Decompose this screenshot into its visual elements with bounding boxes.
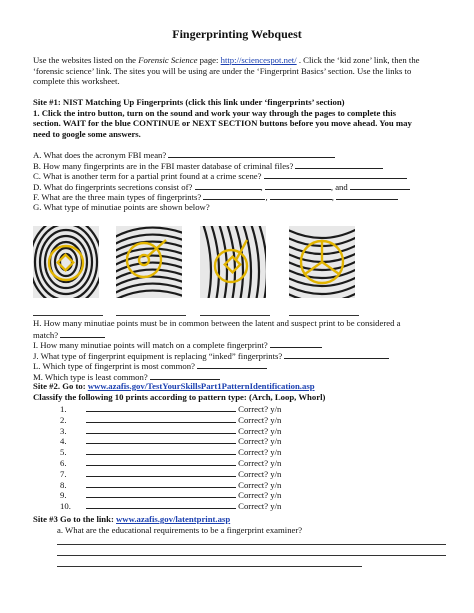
- site2-label: Site #2. Go to:: [33, 381, 88, 391]
- row-number: 4.: [60, 436, 67, 447]
- answer-blank[interactable]: [270, 191, 332, 200]
- question-text: I. How many minutiae points will match on a complete fingerprint?: [33, 340, 268, 350]
- correct-prompt: Correct? y/n: [238, 414, 282, 425]
- azafis-latentprint-link[interactable]: www.azafis.gov/latentprint.asp: [116, 514, 231, 524]
- azafis-pattern-link[interactable]: www.azafis.gov/TestYourSkillsPart1PatternIdentification.asp: [87, 381, 315, 391]
- site2-instructions: Classify the following 10 prints according to pattern type: (Arch, Loop, Whorl): [33, 391, 326, 402]
- site1-heading: Site #1: NIST Matching Up Fingerprints (click this link under ‘fingerprints’ section): [33, 97, 345, 107]
- row-number: 6.: [60, 458, 67, 468]
- site3-label: Site #3 Go to the link:: [33, 514, 117, 524]
- pattern-answer-blank[interactable]: [86, 479, 236, 488]
- site1-instruction-2: section. WAIT for the blue CONTINUE or NEXT SECTION buttons before you move ahead. You may: [33, 118, 412, 128]
- classification-row: [60, 489, 281, 500]
- row-number: 3.: [60, 425, 67, 436]
- answer-blank[interactable]: [168, 149, 335, 158]
- fingerprint-image-4: [289, 226, 355, 298]
- pattern-answer-blank[interactable]: [86, 500, 236, 509]
- answer-line[interactable]: [57, 555, 446, 556]
- separator: ,: [260, 181, 263, 192]
- classification-row: [60, 479, 281, 490]
- intro-italic: Forensic Science: [138, 55, 198, 65]
- question-text: A. What does the acronym FBI mean?: [33, 150, 167, 160]
- pattern-answer-blank[interactable]: [86, 425, 236, 434]
- intro-text: . Click the ‘kid zone’ link, then the: [296, 55, 420, 65]
- separator: , and: [330, 181, 348, 192]
- classification-row: [60, 414, 281, 425]
- answer-blank[interactable]: [336, 191, 398, 200]
- fingerprint-image-2: [116, 226, 182, 298]
- intro-line-2: ‘forensic science’ link. The sites you will be using are under the ‘Fingerprint Basics’ section. Use the links to: [33, 65, 412, 76]
- correct-prompt: Correct? y/n: [238, 479, 282, 490]
- correct-prompt: Correct? y/n: [238, 404, 282, 414]
- question-text: B. How many fingerprints are in the FBI master database of criminal files?: [33, 160, 294, 171]
- question-h: H. How many minutiae points must be in common between the latent and suspect print to be considered a: [33, 318, 401, 328]
- classification-row: [60, 457, 281, 468]
- correct-prompt: Correct? y/n: [238, 425, 282, 436]
- row-number: 2.: [60, 414, 67, 425]
- image-4-answer-line[interactable]: [289, 315, 359, 316]
- question-text: D. What do fingerprints secretions consist of?: [33, 181, 193, 192]
- intro-line-3: complete this worksheet.: [33, 76, 120, 86]
- answer-line[interactable]: [57, 566, 362, 567]
- row-number: 9.: [60, 490, 67, 501]
- correct-prompt: Correct? y/n: [238, 447, 282, 458]
- row-number: 8.: [60, 479, 67, 490]
- page-title: Fingerprinting Webquest: [172, 27, 302, 41]
- answer-blank[interactable]: [197, 360, 267, 369]
- classification-row: [60, 468, 281, 479]
- intro-line-1: [33, 55, 420, 65]
- classification-row: [60, 446, 281, 457]
- image-1-answer-line[interactable]: [33, 315, 103, 316]
- site1-instruction-1: 1. Click the intro button, turn on the sound and work your way through the pages to complete this: [33, 107, 396, 118]
- pattern-answer-blank[interactable]: [86, 457, 236, 466]
- classification-row: [60, 425, 281, 436]
- question-text: M. Which type is least common?: [33, 371, 148, 382]
- sciencespot-link[interactable]: http://sciencespot.net/: [220, 55, 297, 65]
- question-g: G. What type of minutiae points are shown below?: [33, 201, 210, 212]
- correct-prompt: Correct? y/n: [238, 468, 282, 479]
- intro-text: page:: [197, 55, 221, 65]
- answer-blank[interactable]: [350, 181, 410, 190]
- image-3-answer-line[interactable]: [200, 315, 270, 316]
- row-number: 7.: [60, 468, 67, 479]
- answer-blank[interactable]: [284, 350, 389, 359]
- answer-blank[interactable]: [264, 170, 407, 179]
- answer-blank[interactable]: [195, 181, 261, 190]
- site2-heading: [33, 381, 315, 391]
- fingerprint-image-1: [33, 226, 99, 298]
- answer-blank[interactable]: [60, 329, 105, 338]
- answer-blank[interactable]: [150, 371, 220, 380]
- pattern-answer-blank[interactable]: [86, 435, 236, 444]
- correct-prompt: Correct? y/n: [238, 458, 282, 468]
- fingerprint-image-3: [200, 226, 266, 298]
- answer-blank[interactable]: [203, 191, 265, 200]
- question-text: C. What is another term for a partial print found at a crime scene?: [33, 171, 262, 181]
- intro-text: Use the websites listed on the: [33, 55, 139, 65]
- question-text: F. What are the three main types of fingerprints?: [33, 192, 202, 202]
- site1-instruction-3: need to google some answers.: [33, 128, 141, 139]
- pattern-answer-blank[interactable]: [86, 468, 236, 477]
- row-number: 5.: [60, 447, 67, 458]
- answer-blank[interactable]: [270, 339, 322, 348]
- pattern-answer-blank[interactable]: [86, 446, 236, 455]
- pattern-answer-blank[interactable]: [86, 403, 236, 412]
- pattern-answer-blank[interactable]: [86, 489, 236, 498]
- site3-heading: [33, 514, 230, 524]
- question-text: J. What type of fingerprint equipment is replacing “inked” fingerprints?: [33, 350, 283, 361]
- row-number: 1.: [60, 404, 67, 414]
- pattern-answer-blank[interactable]: [86, 414, 236, 423]
- classification-row: [60, 403, 281, 414]
- question-text: match?: [33, 329, 59, 340]
- image-2-answer-line[interactable]: [116, 315, 186, 316]
- classification-row: [60, 500, 281, 511]
- classification-row: [60, 435, 281, 446]
- question-text: L. Which type of fingerprint is most common?: [33, 361, 195, 371]
- answer-blank[interactable]: [295, 160, 383, 169]
- answer-blank[interactable]: [265, 181, 331, 190]
- row-number: 10.: [60, 501, 71, 512]
- correct-prompt: Correct? y/n: [238, 436, 282, 447]
- correct-prompt: Correct? y/n: [238, 490, 282, 501]
- answer-line[interactable]: [57, 544, 446, 545]
- question-f: F. What are the three main types of fingerprints? , ,: [33, 191, 398, 202]
- question-site3-a: a. What are the educational requirements to be a fingerprint examiner?: [57, 524, 303, 535]
- correct-prompt: Correct? y/n: [238, 501, 282, 512]
